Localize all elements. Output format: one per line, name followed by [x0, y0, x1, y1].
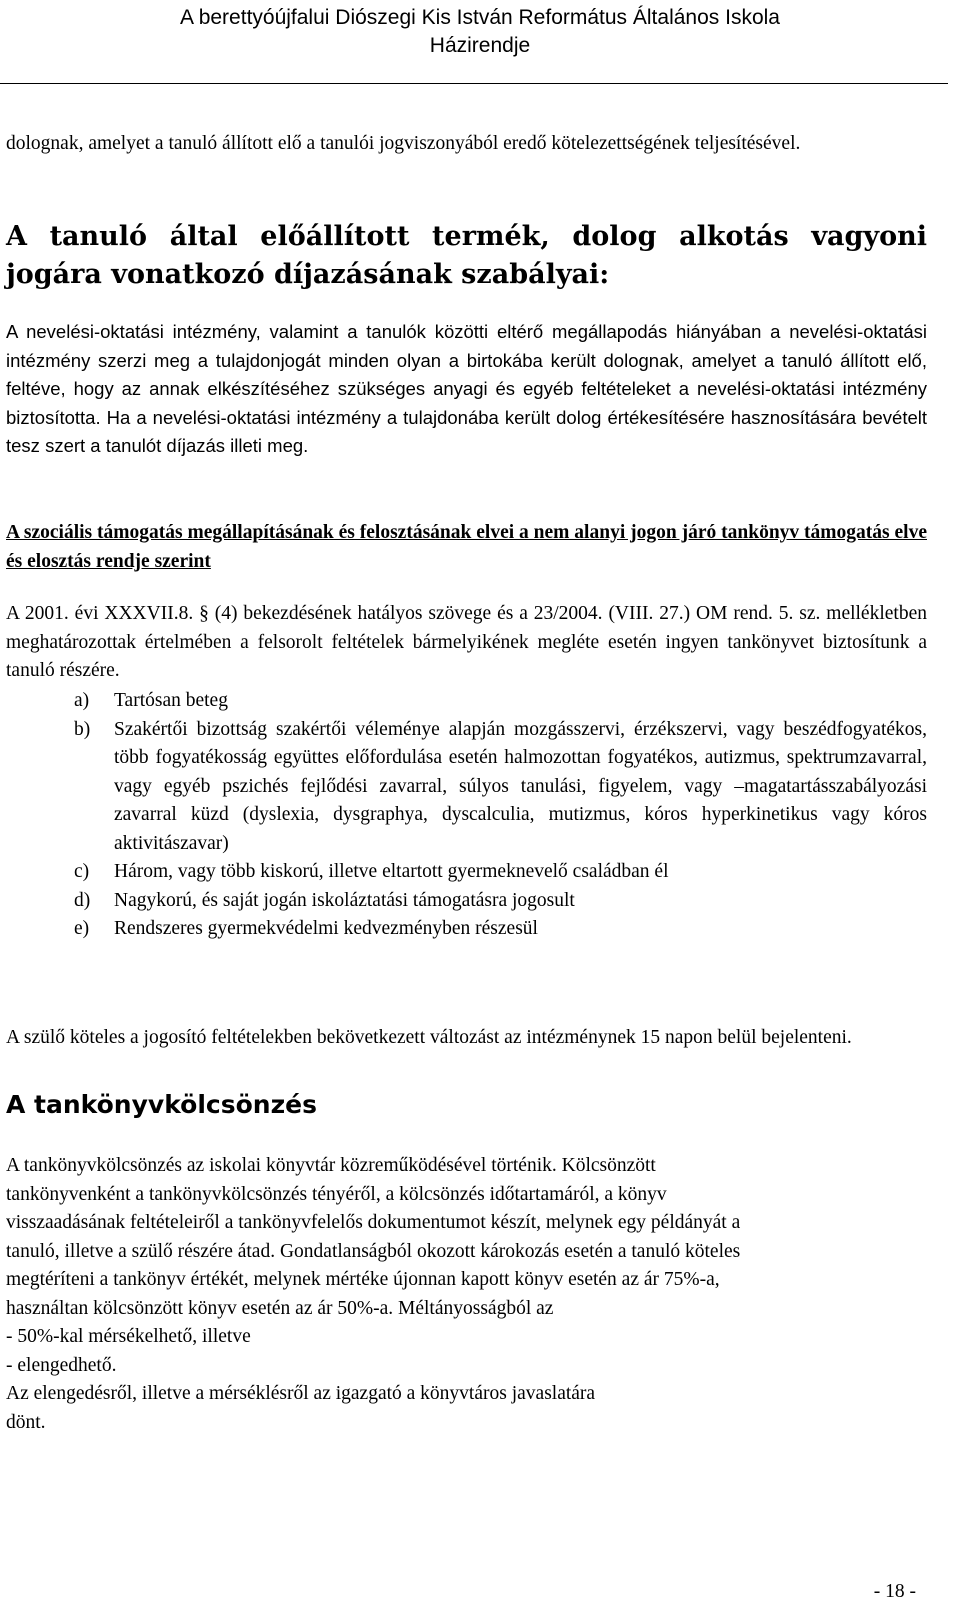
page-number: - 18 - [873, 1581, 916, 1602]
textbook-lending-text [6, 1152, 936, 1437]
parent-notification-paragraph: A szülő köteles a jogosító feltételekben bekövetkezett változást az intézménynek 15 napon belül bejelenteni. [6, 1027, 852, 1048]
eligibility-list [74, 687, 927, 944]
text-line: - elengedhető. [6, 1354, 117, 1376]
header-divider [0, 83, 948, 84]
section-heading-property-rights: A tanuló által előállított termék, dolog alkotás vagyoni jogára vonatkozó díjazásának szabályai: [6, 221, 927, 290]
list-item: e) Rendszeres gyermekvédelmi kedvezményben részesül [74, 918, 538, 939]
intro-continuation: dolognak, amelyet a tanuló állított elő a tanulói jogviszonyából eredő kötelezettségének teljesítésével. [6, 133, 801, 154]
list-item: c) Három, vagy több kiskorú, illetve eltartott gyermeknevelő családban él [74, 861, 669, 882]
text-line: tanuló, illetve a szülő részére átad. Gondatlanságból okozott károkozás esetén a tanuló köteles [6, 1240, 741, 1262]
text-line: A tankönyvkölcsönzés az iskolai könyvtár közreműködésével történik. Kölcsönzött [6, 1155, 656, 1176]
section-heading-social-support: A szociális támogatás megállapításának és felosztásának elvei a nem alanyi jogon járó tankönyv támogatás elve és elosztás rendje szerint [6, 522, 927, 572]
header-document-title: Házirendje [429, 34, 531, 57]
property-rights-paragraph: A nevelési-oktatási intézmény, valamint a tanulók közötti eltérő megállapodás hiányában a nevelési-oktatási intézmény szerzi meg a tulajdonjogát minden olyan a birtokába került dolognak, amelyet a tanuló állított elő, feltéve, hogy az annak elkészítéséhez szükséges anyagi és egyéb feltételeket a nevelési-oktatási intézmény biztosította. Ha a nevelési-oktatási intézmény a tulajdonába került dolog értékesítésére hasznosítására bevételt tesz szert a tanulót díjazás illeti meg. [6, 321, 927, 456]
header-school-name: A berettyóújfalui Diószegi Kis István Református Általános Iskola [180, 6, 780, 29]
text-line: visszaadásának feltételeiről a tankönyvfelelős dokumentumot készít, melynek egy példányát a [6, 1212, 741, 1233]
social-support-paragraph: A 2001. évi XXXVII.8. § (4) bekezdésének hatályos szövege és a 23/2004. (VIII. 27.) OM rend. 5. sz. mellékletben meghatározottak értelmében a felsorolt feltételek bármelyikének megléte esetén ingyen tankönyvet biztosítunk a tanuló részére. [6, 603, 927, 681]
list-item: b) Szakértői bizottság szakértői véleménye alapján mozgásszervi, érzékszervi, vagy beszédfogyatékos, több fogyatékosság együttes előfordulása esetén halmozottan fogyatékos, autizmus, spektrumzavarral, vagy egyéb pszichés fejlődési zavarral, súlyos tanulási, figyelem, vagy –magatartásszabályozási zavarral küzd (dyslexia, dysgraphya, dyscalculia, mutizmus, kóros hyperkinetikus vagy kóros aktivitászavar) [74, 718, 927, 854]
section-heading-textbook-lending: A tankönyvkölcsönzés [6, 1090, 317, 1119]
text-line: tankönyvenként a tankönyvkölcsönzés tényéről, a kölcsönzés időtartamáról, a könyv [6, 1183, 667, 1205]
text-line: megtéríteni a tankönyv értékét, melynek mértéke újonnan kapott könyv esetén az ár 75%-a, [6, 1269, 720, 1290]
list-item: a) Tartósan beteg [74, 690, 228, 711]
text-line: használtan kölcsönzött könyv esetén az ár 50%-a. Méltányosságból az [6, 1297, 554, 1319]
text-line: dönt. [6, 1411, 46, 1433]
list-item: d) Nagykorú, és saját jogán iskoláztatási támogatásra jogosult [74, 889, 575, 911]
text-line: Az elengedésről, illetve a mérséklésről az igazgató a könyvtáros javaslatára [6, 1383, 596, 1404]
text-line: - 50%-kal mérsékelhető, illetve [6, 1326, 251, 1347]
